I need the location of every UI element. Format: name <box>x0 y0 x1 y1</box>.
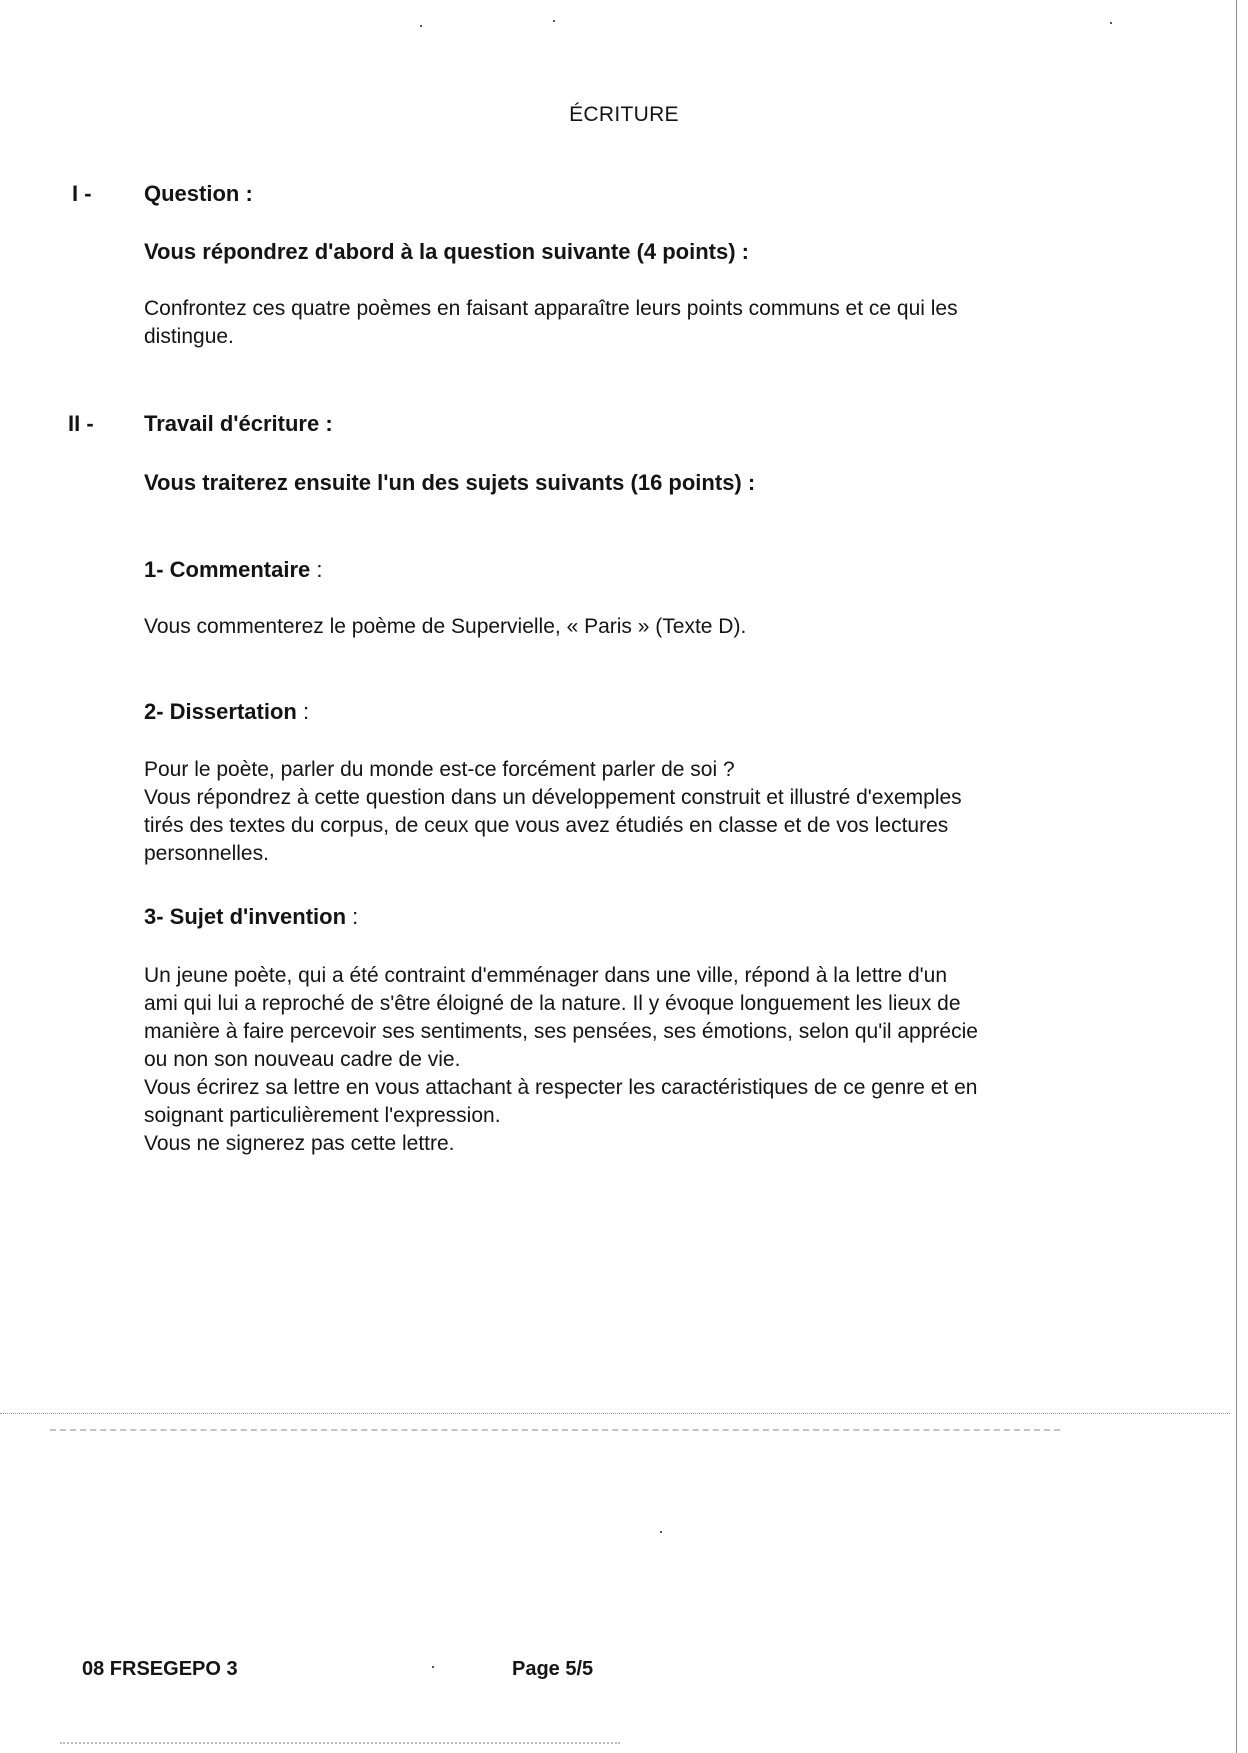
text-line: distingue. <box>144 325 234 348</box>
scan-speck <box>660 1531 662 1533</box>
text-line: personnelles. <box>144 842 269 865</box>
text-line: manière à faire percevoir ses sentiments, ses pensées, ses émotions, selon qu'il apprécie <box>144 1020 978 1043</box>
section-1-heading: Question : <box>144 181 253 206</box>
section-2-number: II - <box>68 411 94 436</box>
subject-2-text <box>144 756 1147 868</box>
text-line: Vous écrirez sa lettre en vous attachant à respecter les caractéristiques de ce genre et en <box>144 1076 978 1099</box>
text-line: Vous ne signerez pas cette lettre. <box>144 1132 455 1155</box>
subject-3-text <box>144 962 1147 1158</box>
scan-dots-bottom <box>60 1742 620 1744</box>
subject-2-colon: : <box>296 699 310 724</box>
subject-3-heading <box>144 904 358 930</box>
scan-speck <box>432 1666 434 1668</box>
section-1-text <box>144 295 1147 351</box>
text-line: Un jeune poète, qui a été contraint d'emménager dans une ville, répond à la lettre d'un <box>144 964 948 987</box>
text-line: ou non son nouveau cadre de vie. <box>144 1048 461 1071</box>
separator-dashed <box>50 1429 1060 1431</box>
subject-2-heading <box>144 699 309 725</box>
scan-edge-line <box>1236 0 1237 1753</box>
section-2-instruction: Vous traiterez ensuite l'un des sujets suivants (16 points) : <box>144 470 756 495</box>
text-line: Confrontez ces quatre poèmes en faisant apparaître leurs points communs et ce qui les <box>144 297 958 320</box>
separator-dotted <box>0 1413 1230 1414</box>
subject-1-title: 1- Commentaire <box>144 557 311 582</box>
text-line: soignant particulièrement l'expression. <box>144 1104 501 1127</box>
footer-code: 08 FRSEGEPO 3 <box>82 1658 238 1680</box>
subject-1-text <box>144 613 1147 641</box>
scan-speck <box>553 20 555 22</box>
page-title: ÉCRITURE <box>569 103 679 126</box>
section-2-heading: Travail d'écriture : <box>144 411 333 436</box>
text-line: Pour le poète, parler du monde est-ce forcément parler de soi ? <box>144 758 735 781</box>
section-1-instruction: Vous répondrez d'abord à la question suivante (4 points) : <box>144 239 749 264</box>
subject-1-colon: : <box>310 557 323 582</box>
subject-2-title: 2- Dissertation <box>144 699 297 724</box>
subject-3-title: 3- Sujet d'invention <box>144 904 347 929</box>
text-line: Vous répondrez à cette question dans un développement construit et illustré d'exemples <box>144 786 962 809</box>
text-line: ami qui lui a reproché de s'être éloigné de la nature. Il y évoque longuement les lieux de <box>144 992 961 1015</box>
footer-page-number: Page 5/5 <box>512 1658 594 1680</box>
section-1-number: I - <box>72 181 92 206</box>
subject-1-heading <box>144 557 323 583</box>
text-line: tirés des textes du corpus, de ceux que vous avez étudiés en classe et de vos lectures <box>144 814 949 837</box>
scan-speck <box>1110 22 1112 24</box>
scan-speck <box>420 25 422 27</box>
subject-3-colon: : <box>346 904 359 929</box>
text-line: Vous commenterez le poème de Supervielle, « Paris » (Texte D). <box>144 615 747 638</box>
